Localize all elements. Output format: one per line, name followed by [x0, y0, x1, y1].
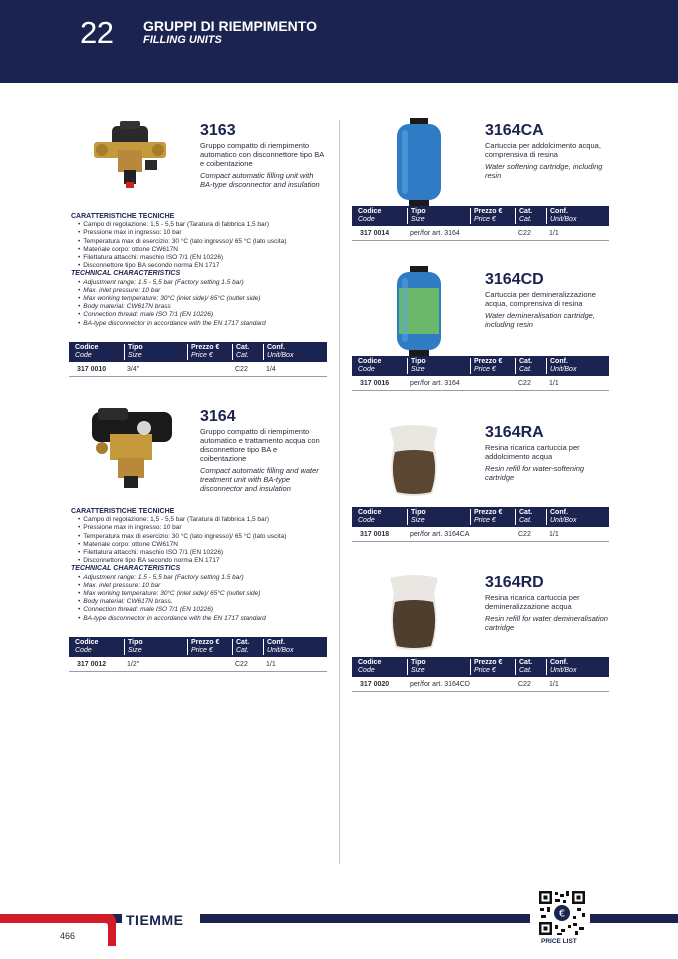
table-row	[352, 226, 609, 241]
column-header-unit_box	[263, 639, 293, 655]
header-label-en: Code	[358, 667, 375, 674]
cell-code: 317 0020	[360, 681, 390, 688]
header-label-en: Price €	[191, 647, 213, 654]
column-header-price	[470, 358, 502, 374]
header-label-it: Cat.	[236, 639, 250, 646]
table-header	[69, 637, 327, 657]
cell-cat: C22	[518, 681, 531, 688]
column-header-code	[352, 208, 381, 224]
header-label-it: Conf.	[550, 509, 568, 516]
cell-size: per/for art. 3164	[410, 380, 460, 387]
product-3164-image	[88, 404, 178, 490]
header-label-en: Size	[411, 216, 425, 223]
header-label-en: Cat.	[236, 352, 249, 359]
table-row	[352, 376, 609, 391]
product-code: 3163	[200, 122, 236, 139]
product-desc-it: Cartuccia per addolcimento acqua, comprensiva di resina	[485, 141, 601, 159]
product-3164RD	[485, 574, 615, 632]
footer-red-bar	[0, 914, 98, 923]
specs-heading-it: CARATTERISTICHE TECNICHE	[71, 213, 175, 220]
cell-size: per/for art. 3164CA	[410, 531, 470, 538]
table-header	[69, 342, 327, 362]
header-label-it: Codice	[358, 208, 382, 215]
table-header	[352, 356, 609, 376]
column-header-code	[352, 509, 381, 525]
header-label-it: Cat.	[519, 208, 533, 215]
table-3164RA	[352, 507, 609, 542]
cell-box: 1/4	[266, 366, 276, 373]
cell-code: 317 0018	[360, 531, 390, 538]
spec-item: • Campo di regolazione: 1,5 - 5,5 bar (Taratura di fabbrica 1,5 bar)	[85, 516, 331, 524]
header-label-en: Price €	[474, 667, 496, 674]
cell-cat: C22	[518, 531, 531, 538]
column-header-code	[69, 639, 98, 655]
header-label-en: Code	[358, 517, 375, 524]
specs-list-it	[71, 221, 331, 270]
table-row	[69, 657, 327, 672]
table-row	[352, 527, 609, 542]
header-label-en: Size	[128, 352, 142, 359]
product-3164CD	[485, 271, 615, 329]
cell-code: 317 0012	[77, 661, 107, 668]
header-label-it: Codice	[358, 659, 382, 666]
product-desc-it: Resina ricarica cartuccia per demineralizzazione acqua	[485, 593, 580, 611]
spec-item: • Temperatura max di esercizio: 30 °C (lato ingresso)/ 65 °C (lato uscita)	[85, 533, 331, 541]
column-header-size	[124, 344, 143, 360]
header-label-it: Prezzo €	[474, 659, 503, 666]
spec-item: • Disconnettore tipo BA secondo norma EN 1717	[85, 262, 331, 270]
product-3164RD-image	[384, 572, 444, 652]
spec-item: • Body material: CW617N brass	[85, 303, 331, 311]
header-label-it: Cat.	[519, 358, 533, 365]
chapter-number: 22	[80, 15, 114, 50]
product-3164CA	[485, 122, 615, 180]
column-header-price	[470, 208, 502, 224]
header-label-it: Conf.	[550, 659, 568, 666]
specs-list-en	[71, 574, 331, 623]
specs-3163	[71, 213, 331, 328]
product-desc-it: Resina ricarica cartuccia per addolcimento acqua	[485, 443, 580, 461]
header-label-en: Unit/Box	[550, 366, 577, 373]
header-label-it: Tipo	[128, 344, 143, 351]
column-header-price	[470, 509, 502, 525]
header-label-it: Cat.	[236, 344, 250, 351]
chapter-subtitle: FILLING UNITS	[143, 34, 222, 46]
price-list-label: PRICE LIST	[541, 938, 577, 945]
table-header	[352, 507, 609, 527]
header-label-it: Prezzo €	[474, 208, 503, 215]
header-label-en: Size	[128, 647, 142, 654]
spec-item: • Max. inlet pressure: 10 bar	[85, 582, 331, 590]
header-label-en: Price €	[474, 216, 496, 223]
header-label-it: Tipo	[411, 208, 426, 215]
footer-navy-bar	[200, 914, 530, 923]
cell-box: 1/1	[549, 531, 559, 538]
product-desc-en: Water demineralisation cartridge, including resin	[485, 311, 595, 329]
column-header-size	[407, 208, 426, 224]
column-header-cat_en	[515, 509, 532, 525]
brand-logo: TIEMME	[126, 912, 184, 928]
spec-item: • Temperatura max di esercizio: 30 °C (lato ingresso)/ 65 °C (lato uscita)	[85, 238, 331, 246]
cell-size: 3/4"	[127, 366, 140, 373]
table-3164CA	[352, 206, 609, 241]
spec-item: • Adjustment range: 1.5 - 5,5 bar (Factory setting 1.5 bar)	[85, 574, 331, 582]
header-label-it: Prezzo €	[474, 358, 503, 365]
cell-box: 1/1	[266, 661, 276, 668]
column-header-cat_en	[232, 639, 249, 655]
column-header-price	[470, 659, 502, 675]
column-header-cat_en	[515, 659, 532, 675]
product-3163	[200, 122, 325, 189]
header-label-en: Code	[358, 366, 375, 373]
header-label-it: Tipo	[128, 639, 143, 646]
header-label-en: Unit/Box	[550, 517, 577, 524]
column-header-unit_box	[546, 509, 576, 525]
table-row	[69, 362, 327, 377]
column-header-cat_en	[515, 208, 532, 224]
cell-code: 317 0016	[360, 380, 390, 387]
table-header	[352, 206, 609, 226]
spec-item: • BA-type disconnector in accordance with the EN 1717 standard	[85, 615, 331, 623]
spec-item: • Disconnettore tipo BA secondo norma EN 1717	[85, 557, 331, 565]
product-desc-en: Resin refill for water-softening cartridge	[485, 464, 585, 482]
spec-item: • Max working temperature: 30°C (inlet side)/ 65°C (outlet side)	[85, 590, 331, 598]
header-label-it: Tipo	[411, 358, 426, 365]
cell-size: per/for art. 3164	[410, 230, 460, 237]
product-3164RA	[485, 424, 615, 482]
header-label-it: Codice	[358, 358, 382, 365]
header-label-it: Prezzo €	[191, 639, 220, 646]
product-3164	[200, 408, 325, 493]
spec-item: • Connection thread: male ISO 7/1 (EN 10226)	[85, 311, 331, 319]
spec-item: • Pressione max in ingresso: 10 bar	[85, 229, 331, 237]
qr-code-icon[interactable]	[537, 889, 587, 937]
header-label-en: Code	[75, 647, 92, 654]
chapter-title: GRUPPI DI RIEMPIMENTO	[143, 18, 317, 34]
product-desc-it: Gruppo compatto di riempimento automatico con disconnettore tipo BA e coibentazione	[200, 141, 324, 168]
spec-item: • Pressione max in ingresso: 10 bar	[85, 524, 331, 532]
product-3163-image	[90, 120, 170, 190]
header-label-it: Tipo	[411, 509, 426, 516]
header-label-en: Cat.	[519, 517, 532, 524]
table-3164	[69, 637, 327, 672]
cell-size: per/for art. 3164CD	[410, 681, 470, 688]
footer-bar-curve	[86, 914, 122, 946]
specs-heading-it: CARATTERISTICHE TECNICHE	[71, 508, 175, 515]
cell-size: 1/2"	[127, 661, 140, 668]
column-header-size	[124, 639, 143, 655]
header-label-it: Conf.	[267, 344, 285, 351]
cell-cat: C22	[235, 661, 248, 668]
header-label-en: Size	[411, 366, 425, 373]
product-desc-en: Compact automatic filling unit with BA-type disconnector and insulation	[200, 171, 320, 189]
product-3164RA-image	[384, 422, 444, 498]
specs-list-en	[71, 279, 331, 328]
header-label-en: Cat.	[236, 647, 249, 654]
product-3164CD-image	[394, 266, 444, 356]
column-header-price	[187, 639, 219, 655]
svg-text:€: €	[558, 908, 566, 920]
product-desc-en: Water softening cartridge, including resin	[485, 162, 603, 180]
cell-cat: C22	[518, 230, 531, 237]
column-divider	[339, 120, 340, 864]
product-code: 3164CD	[485, 271, 544, 288]
header-label-en: Size	[411, 517, 425, 524]
spec-item: • Body material: CW617N brass.	[85, 598, 331, 606]
column-header-code	[352, 358, 381, 374]
column-header-unit_box	[263, 344, 293, 360]
table-3163	[69, 342, 327, 377]
product-code: 3164RA	[485, 424, 544, 441]
column-header-code	[352, 659, 381, 675]
header-label-en: Code	[75, 352, 92, 359]
header-label-it: Tipo	[411, 659, 426, 666]
header-label-en: Unit/Box	[267, 647, 294, 654]
header-label-en: Unit/Box	[550, 216, 577, 223]
spec-item: • Filettatura attacchi: maschio ISO 7/1 (EN 10226)	[85, 549, 331, 557]
header-label-it: Prezzo €	[191, 344, 220, 351]
column-header-code	[69, 344, 98, 360]
header-label-it: Codice	[75, 639, 99, 646]
product-code: 3164	[200, 408, 236, 425]
column-header-size	[407, 509, 426, 525]
spec-item: • Adjustment range: 1.5 - 5,5 bar (Factory setting 1.5 bar)	[85, 279, 331, 287]
spec-item: • Max working temperature: 30°C (inlet side)/ 65°C (outlet side)	[85, 295, 331, 303]
header-label-it: Prezzo €	[474, 509, 503, 516]
header-label-en: Cat.	[519, 216, 532, 223]
table-3164CD	[352, 356, 609, 391]
footer-navy-bar-right	[590, 914, 678, 923]
product-desc-en: Resin refill for water demineralisation cartridge	[485, 614, 608, 632]
header-label-en: Cat.	[519, 667, 532, 674]
header-label-it: Cat.	[519, 659, 533, 666]
header-label-it: Conf.	[267, 639, 285, 646]
spec-item: • Materiale corpo: ottone CW617N	[85, 246, 331, 254]
page-number: 466	[60, 931, 76, 941]
page-header	[0, 0, 678, 83]
product-code: 3164CA	[485, 122, 544, 139]
column-header-unit_box	[546, 208, 576, 224]
cell-box: 1/1	[549, 380, 559, 387]
cell-box: 1/1	[549, 681, 559, 688]
specs-heading-en: TECHNICAL CHARACTERISTICS	[71, 565, 181, 573]
cell-code: 317 0010	[77, 366, 107, 373]
specs-heading-en: TECHNICAL CHARACTERISTICS	[71, 270, 181, 278]
header-label-en: Price €	[191, 352, 213, 359]
table-header	[352, 657, 609, 677]
column-header-cat_en	[515, 358, 532, 374]
column-header-unit_box	[546, 659, 576, 675]
header-label-en: Size	[411, 667, 425, 674]
header-label-it: Codice	[358, 509, 382, 516]
cell-code: 317 0014	[360, 230, 390, 237]
product-desc-it: Gruppo compatto di riempimento automatico e trattamento acqua con disconnettore tipo BA e coibentazione	[200, 427, 320, 463]
spec-item: • Materiale corpo: ottone CW617N	[85, 541, 331, 549]
spec-item: • Max. inlet pressure: 10 bar	[85, 287, 331, 295]
header-label-it: Conf.	[550, 358, 568, 365]
header-label-it: Conf.	[550, 208, 568, 215]
header-label-en: Unit/Box	[550, 667, 577, 674]
header-label-en: Cat.	[519, 366, 532, 373]
specs-list-it	[71, 516, 331, 565]
column-header-size	[407, 659, 426, 675]
column-header-price	[187, 344, 219, 360]
column-header-unit_box	[546, 358, 576, 374]
spec-item: • Filettatura attacchi: maschio ISO 7/1 (EN 10226)	[85, 254, 331, 262]
specs-3164	[71, 508, 331, 623]
product-desc-en: Compact automatic filling and water treatment unit with BA-type disconnector and insulation	[200, 466, 319, 493]
column-header-size	[407, 358, 426, 374]
cell-box: 1/1	[549, 230, 559, 237]
product-3164CA-image	[394, 118, 444, 206]
cell-cat: C22	[518, 380, 531, 387]
header-label-it: Cat.	[519, 509, 533, 516]
column-header-cat_en	[232, 344, 249, 360]
header-label-it: Codice	[75, 344, 99, 351]
table-3164RD	[352, 657, 609, 692]
spec-item: • Campo di regolazione: 1,5 - 5,5 bar (Taratura di fabbrica 1,5 bar)	[85, 221, 331, 229]
cell-cat: C22	[235, 366, 248, 373]
spec-item: • BA-type disconnector in accordance with the EN 1717 standard	[85, 320, 331, 328]
header-label-en: Price €	[474, 517, 496, 524]
header-label-en: Unit/Box	[267, 352, 294, 359]
header-label-en: Price €	[474, 366, 496, 373]
product-code: 3164RD	[485, 574, 544, 591]
header-label-en: Code	[358, 216, 375, 223]
table-row	[352, 677, 609, 692]
spec-item: • Connection thread: male ISO 7/1 (EN 10226)	[85, 606, 331, 614]
product-desc-it: Cartuccia per demineralizzazione acqua, comprensiva di resina	[485, 290, 596, 308]
